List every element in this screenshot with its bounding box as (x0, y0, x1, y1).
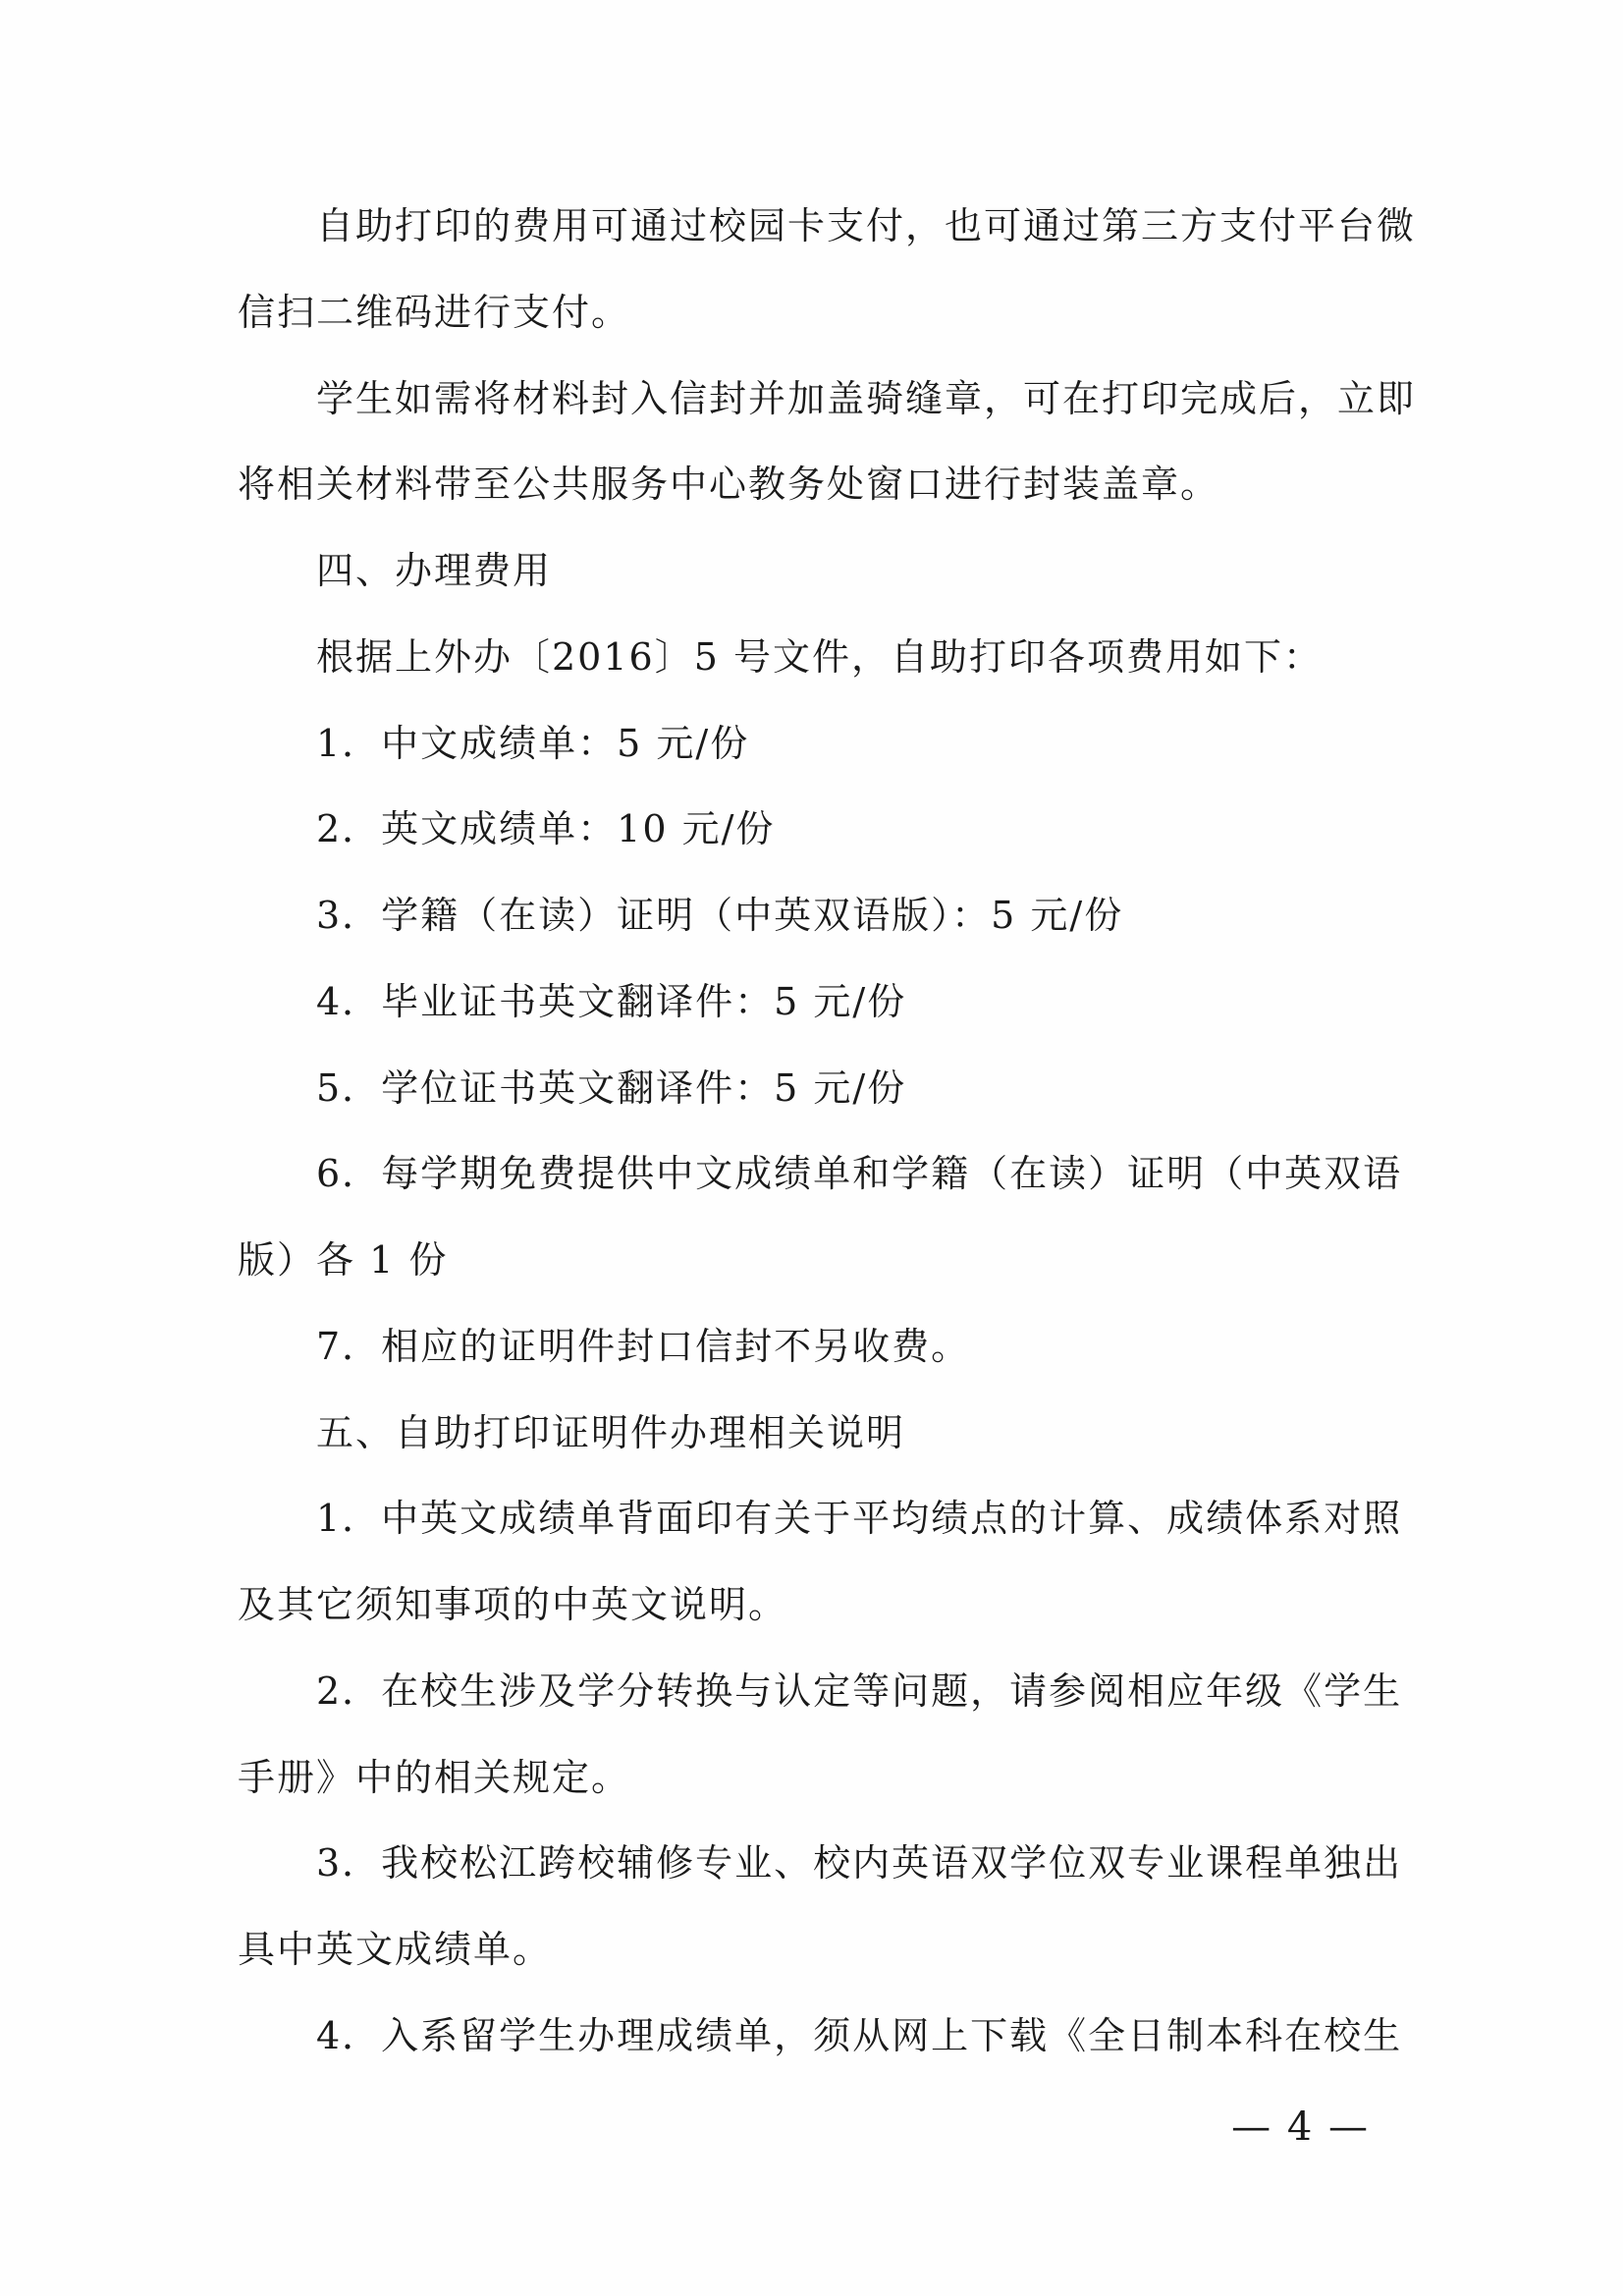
list-item: 6．每学期免费提供中文成绩单和学籍（在读）证明（中英双语 (238, 1152, 1403, 1195)
list-item: 7．相应的证明件封口信封不另收费。 (238, 1325, 971, 1368)
section-heading: 五、自助打印证明件办理相关说明 (238, 1411, 906, 1454)
text-line: 信扫二维码进行支付。 (238, 291, 631, 334)
text-line: 具中英文成绩单。 (238, 1928, 553, 1971)
text-line: 手册》中的相关规定。 (238, 1756, 631, 1799)
list-item: 1．中英文成绩单背面印有关于平均绩点的计算、成绩体系对照 (238, 1497, 1403, 1540)
page-number: — 4 — (1231, 2105, 1370, 2150)
text-line: 根据上外办〔2016〕5 号文件，自助打印各项费用如下： (238, 635, 1323, 679)
text-line: 将相关材料带至公共服务中心教务处窗口进行封装盖章。 (238, 463, 1220, 506)
list-item: 1．中文成绩单：5 元/份 (238, 722, 750, 765)
text-line: 及其它须知事项的中英文说明。 (238, 1583, 788, 1626)
text-line: 自助打印的费用可通过校园卡支付，也可通过第三方支付平台微 (238, 204, 1417, 247)
list-item: 2．在校生涉及学分转换与认定等问题，请参阅相应年级《学生 (238, 1669, 1403, 1713)
list-item: 5．学位证书英文翻译件：5 元/份 (238, 1066, 907, 1110)
section-heading: 四、办理费用 (238, 549, 553, 592)
list-item: 3．我校松江跨校辅修专业、校内英语双学位双专业课程单独出 (238, 1841, 1403, 1885)
text-line: 版）各 1 份 (238, 1238, 449, 1282)
list-item: 4．毕业证书英文翻译件：5 元/份 (238, 980, 907, 1023)
list-item: 3．学籍（在读）证明（中英双语版）：5 元/份 (238, 894, 1124, 937)
text-line: 学生如需将材料封入信封并加盖骑缝章，可在打印完成后，立即 (238, 377, 1417, 420)
list-item: 2．英文成绩单：10 元/份 (238, 807, 776, 850)
list-item: 4．入系留学生办理成绩单，须从网上下载《全日制本科在校生 (238, 2014, 1403, 2057)
